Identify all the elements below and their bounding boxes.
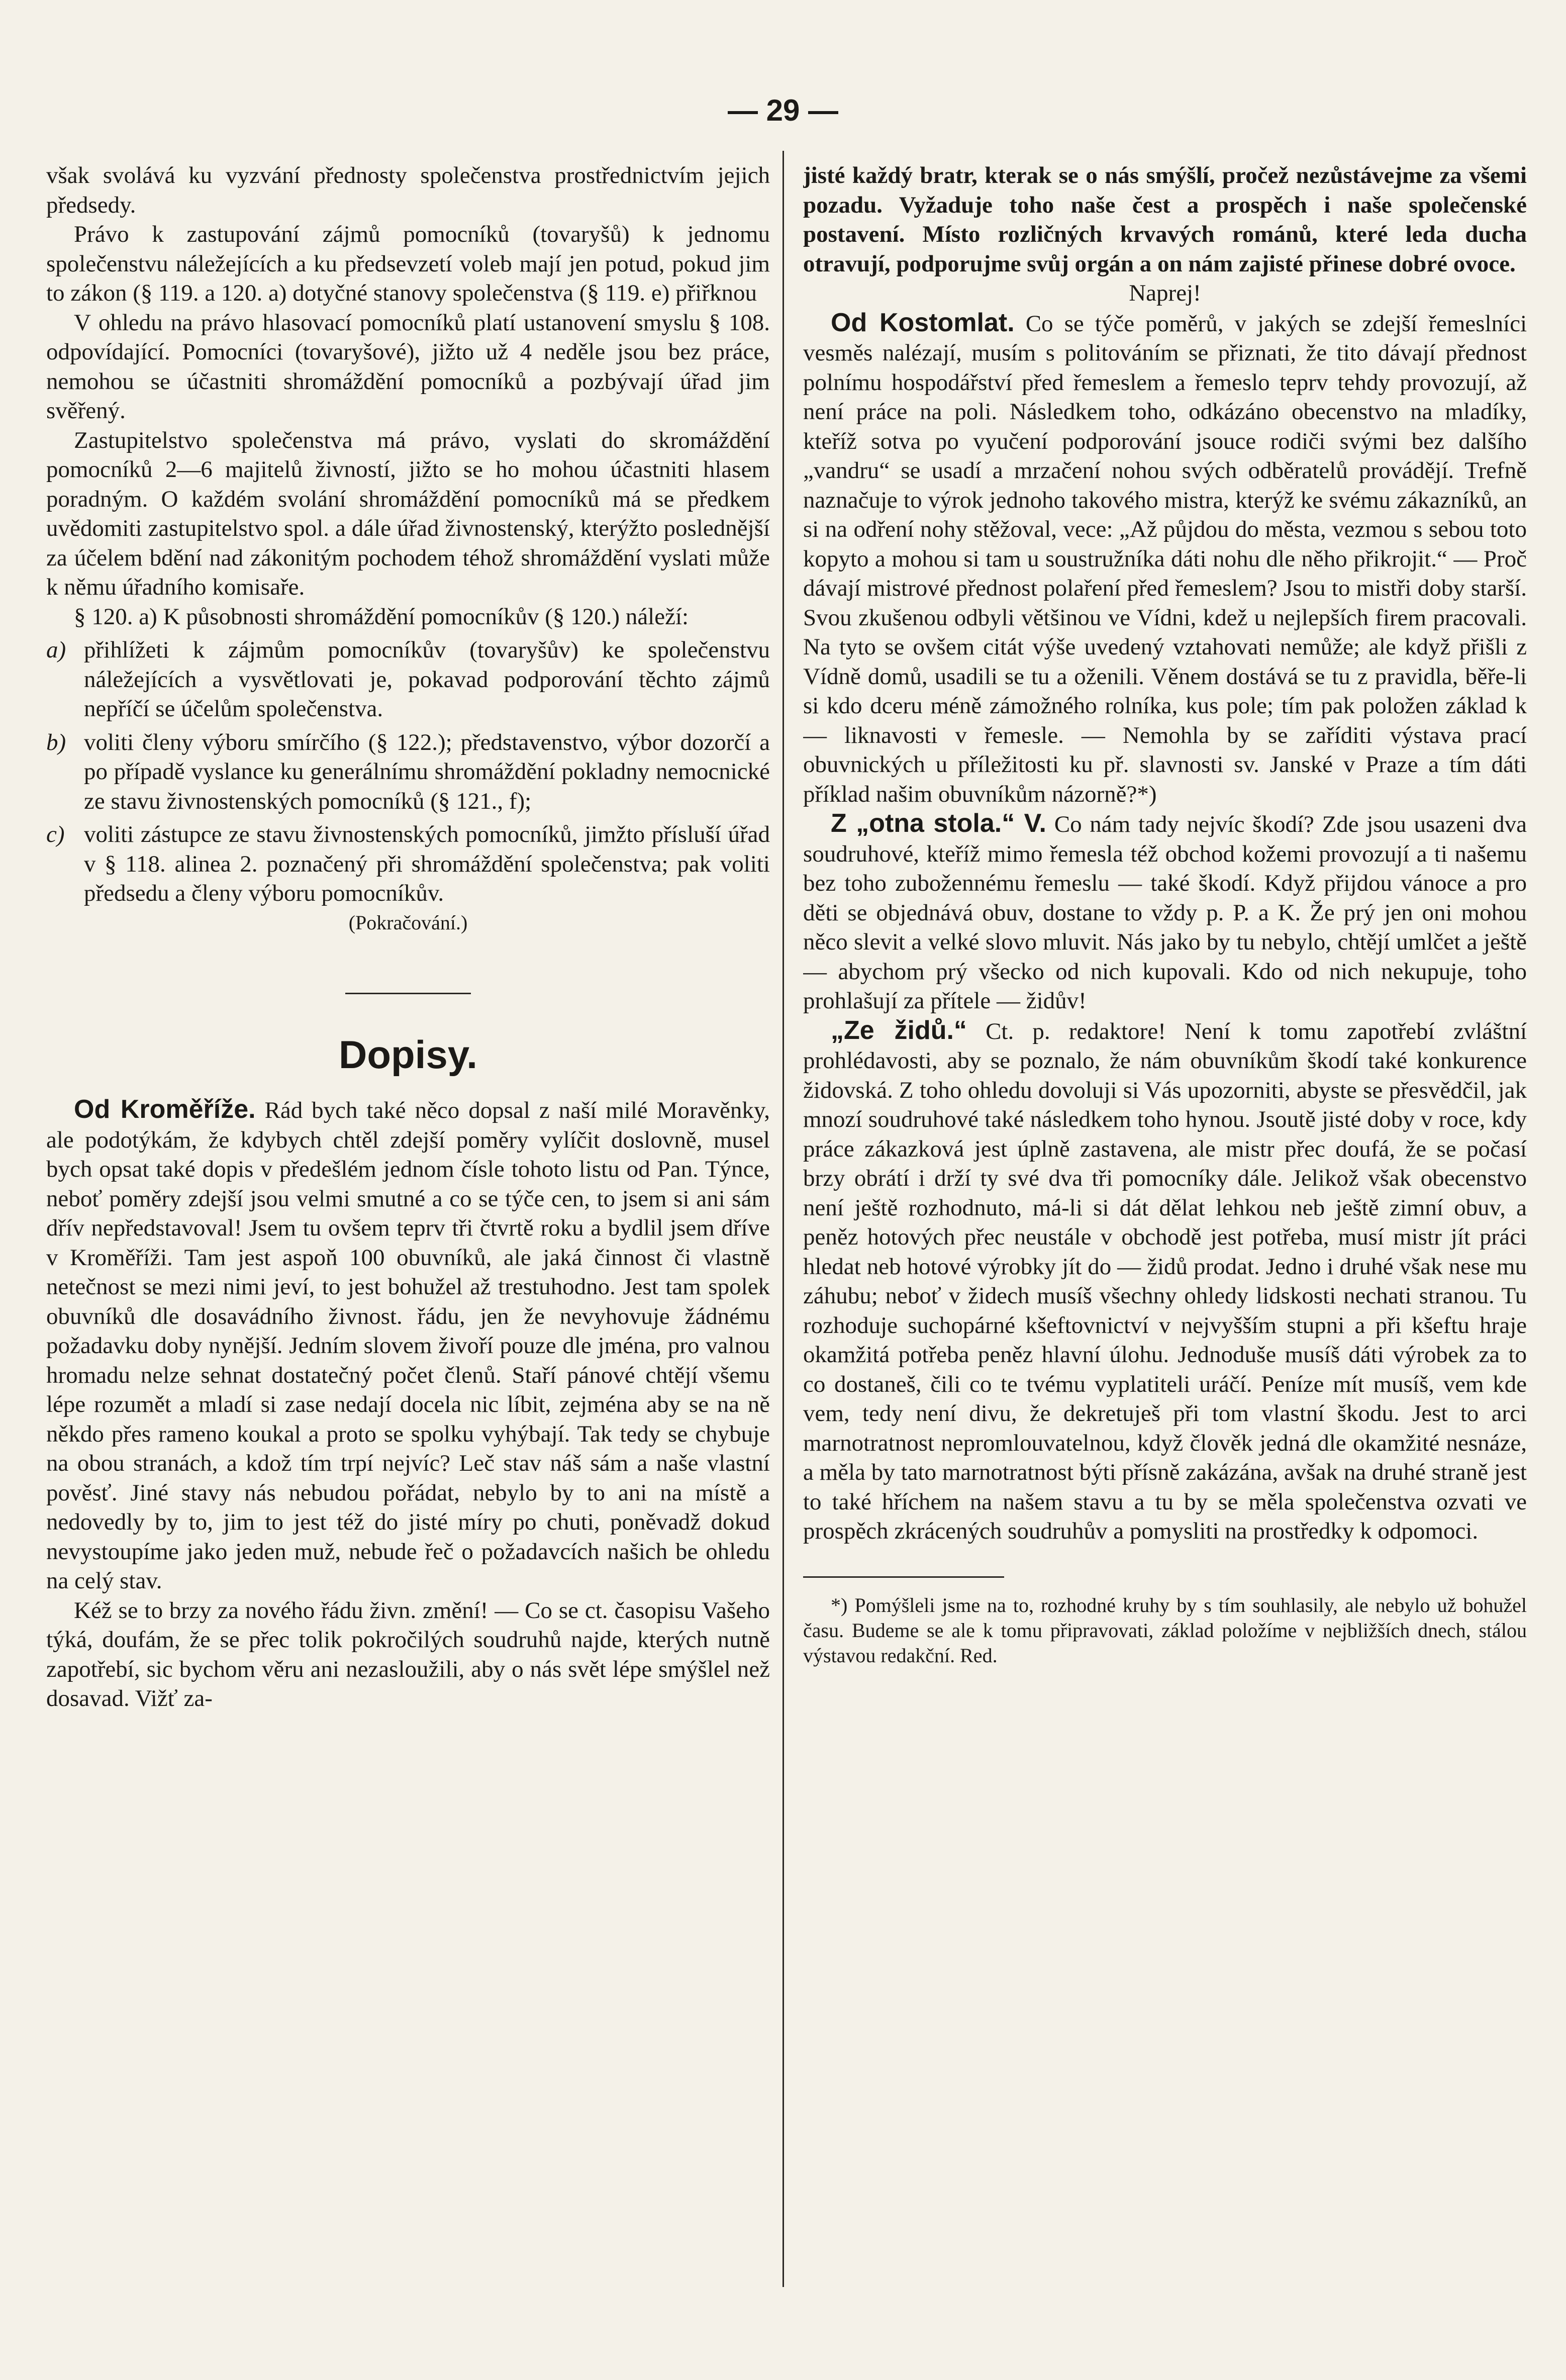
letter-place: Od Kroměříže. — [74, 1095, 256, 1124]
letter-text: Ct. p. redaktore! Není k tomu zapotřebí zvláštní prohlédavosti, aby se poznalo, že nám obuvníkům škodí také konkurence židovská. Z toho ohledu dovoluji si Vás upozorniti, abyste se přesvědčil, jak mnozí soudruhové také následkem toho hynou. Jsoutě jisté doby v roce, kdy práce zákazková jest úplně zastavena, ale mistr přec doufá, že se počasí brzy obrátí i drží ty své dva tři pomocníky dále. Jelikož však obecenstvo není ještě rozhodnuto, má-li si dát dělat lehkou neb ještě zimní obuv, a peněz hotových přec neustále v obchodě jest potřeba, musí mistr jít práci hledat neb hotové výrobky jít do — židů prodat. Jedno i druhé však nese mu záhubu; neboť v židech musíš všechny ohledy lidskosti nechati stranou. Tu rozhoduje suchopárné kšeftovnictví v nejvyšším stupni a při kšeftu hraje okamžitá potřeba peněz hlavní úlohu. Jednoduše musíš dáti výrobek za to co dostaneš, čili co te tvému vyplatiteli uráčí. Peníze mít musíš, vem kde vem, tedy není divu, že dekretuješ při tom vlastní škodu. Jest to arci marnotratnost nepromlouvatelnou, když člověk jedná dle okamžité nesnáze, a měla by tato marnotratnost býti přísně zakázána, avšak na druhé straně jest to také hříchem na našem stavu a tu by se měla společenstva ozvati ve prospěch zkrácených soudruhův a pomysliti na prostředky k odpomoci. — [803, 1018, 1527, 1544]
letter-place: Od Kostomlat. — [831, 308, 1015, 337]
footnote: *) Pomýšleli jsme na to, rozhodné kruhy by s tím souhlasily, ale nebylo už bohužel času. Budeme se ale k tomu připravovati, základ položíme v nejbližších dnech, stálou výstavou redakční. Red. — [803, 1593, 1527, 1667]
letter-kostomlat — [803, 308, 1527, 809]
paragraph: Kéž se to brzy za nového řádu živn. změní! — Co se ct. časopisu Vašeho týká, doufám, že se přec tolik pokročilých soudruhů najde, kterých nutně zapotřebí, sic bychom věru ani nezasloužili, aby o nás svět lépe smýšlel než dosavad. Vižť za- — [46, 1597, 770, 1711]
letter-ze-zidu — [803, 1016, 1527, 1546]
signoff: Naprej! — [1129, 280, 1201, 306]
paragraph: Zastupitelstvo společenstva má právo, vyslati do skromáždění pomocníků 2—6 majitelů živností, jižto se ho mohou účastniti hlasem poradným. O každém svolání shromáždění pomocníků má se předkem uvědomiti zastupitelstvo spol. a dále úřad živnostenský, kterýžto poslednější za účelem bdění nad zákonitým pochodem téhož shromáždění vyslati může k němu úřadního komisaře. — [46, 427, 770, 600]
right-column — [803, 161, 1527, 2292]
letter-otna-stola — [803, 809, 1527, 1016]
letter-text: Co nám tady nejvíc škodí? Zde jsou usazeni dva soudruhové, kteříž mimo řemesla též obchod kožemi provozují a ti našemu bez toho zubožennému řemeslu — také škodí. Když přijdou vánoce a pro děti se objednává obuv, dostane to vždy p. P. a K. Že prý jen oni mohou něco slevit a velké slovo mluvit. Nás jako by tu nebylo, chtějí umlčet a ještě — abychom prý všecko od nich kupovali. Kdo od nich nekupuje, toho prohlašují za přítele — židův! — [803, 811, 1527, 1014]
left-column — [46, 161, 770, 2292]
section-separator — [345, 993, 471, 994]
list-text: voliti zástupce ze stavu živnostenských pomocníků, jimžto přísluší úřad v § 118. alinea 2. poznačený při shromáždění společenstva; pak voliti předsedu a členy výboru pomocníkův. — [84, 821, 770, 906]
list-marker: a) — [46, 637, 66, 663]
section-heading: Dopisy. — [339, 1032, 477, 1077]
letter-place: „Ze židů.“ — [831, 1015, 967, 1045]
letter-text: Rád bych také něco dopsal z naší milé Moravěnky, ale podotýkám, že kdybych chtěl zdejší poměry vylíčit doslovně, musel bych opsat také dopis v předešlém jednom čísle tohoto listu od Pan. Týnce, neboť poměry zdejší jsou velmi smutné a co se týče cen, to jsem si ani sám dřív nepředstavoval! Jsem tu ovšem teprv tři čtvrtě roku a bydlil jsem dříve v Kroměříži. Tam jest aspoň 100 obuvníků, ale jaká činnost či vlastně netečnost se mezi nimi jeví, to jest bohužel až trestuhodno. Jest tam spolek obuvníků dle dosavádního živnost. řádu, jen že nevyhovuje žádnému požadavku doby nynější. Jedním slovem živoří pouze dle jména, pro valnou hromadu nelze sehnat dostatečný počet členů. Staří pánové chtějí všemu lépe rozumět a mladí si zase nedají docela nic líbit, zejména aby se na ně někdo přes rameno koukal a proto se spolku vyhýbají. Tak tedy se chybuje na obou stranách, a kdož tím trpí nejvíc? Leč stav náš sám a naše vlastní pověsť. Jiné stavy nás nebudou pořádat, nebylo by to ani na místě a nedovedly by to, jim to jest též do jisté míry po chuti, poněvadž dokud nevystoupíme jako jeden muž, nebude řeč o požadavcích našich be ohledu na celý stav. — [46, 1097, 770, 1594]
footnote-separator — [803, 1576, 1004, 1578]
paragraph: V ohledu na právo hlasovací pomocníků platí ustanovení smyslu § 108. odpovídající. Pomocníci (tovaryšové), jižto už 4 neděle jsou bez práce, nemohou se účastniti shromáždění pomocníků a pozbývají úřad jim svěřený. — [46, 309, 770, 424]
list-item — [46, 728, 770, 816]
continuation-note: (Pokračování.) — [348, 911, 468, 934]
paragraph: však svolává ku vyzvání přednosty společenstva prostřednictvím jejich předsedy. — [46, 162, 770, 218]
list-marker: b) — [46, 729, 66, 755]
paragraph: § 120. a) K působnosti shromáždění pomocníkův (§ 120.) náleží: — [74, 603, 689, 630]
paragraph: jisté každý bratr, kterak se o nás smýšlí, pročež nezůstávejme za všemi pozadu. Vyžaduje toho naše čest a prospěch i naše společenské postavení. Místo rozličných krvavých románů, které leda ducha otravují, podporujme svůj orgán a on nám zajisté přinese dobré ovoce. — [803, 162, 1527, 277]
list-item — [46, 635, 770, 724]
list-marker: c) — [46, 821, 65, 847]
letter-place: Z „otna stola.“ V. — [831, 809, 1046, 838]
paragraph: Právo k zastupování zájmů pomocníků (tovaryšů) k jednomu společenstvu náležejících a ku předsevzetí voleb mají jen potud, pokud jim to zákon (§ 119. a 120. a) dotyčné stanovy společenstva (§ 119. e) přiřknou — [46, 221, 770, 306]
letter-kromeriz — [46, 1095, 770, 1596]
column-divider — [782, 151, 784, 2287]
page-number: — 29 — — [727, 93, 839, 127]
list-text: voliti členy výboru smírčího (§ 122.); představenstvo, výbor dozorčí a po případě vyslance ku generálnímu shromáždění pokladny nemocnické ze stavu živnostenských pomocníků (§ 121., f); — [84, 729, 770, 814]
list-item — [46, 820, 770, 908]
letter-text: Co se týče poměrů, v jakých se zdejší řemeslníci vesměs nalézají, musím s politováním se přiznati, že tito dávají přednost polnímu hospodářství před řemeslem a řemeslo teprv tehdy provozují, až není práce na poli. Následkem toho, odkázáno obecenstvo na mladíky, kteříž sotva po vyučení podporování jsouce rodiči svými bez dalšího „vandru“ se usadí a mrzačení nohou svých odběratelů provádějí. Trefně naznačuje to výrok jednoho takového mistra, kterýž ke svému zákazníků, an si na odření nohy stěžoval, vece: „Až půjdou do města, vezmou s sebou toto kopyto a mohou si tam u soustružníka dáti nohu dle něho přikrojit.“ — Proč dávají mistrové přednost polaření před řemeslem? Jsou to mistři doby starší. Svou zkušenou odbyli většinou ve Vídni, kdež u nejlepších firem pracovali. Na tyto se ovšem citát výše uvedený vztahovati nemůže; ale když přišli z Vídně domů, usadili se tu a oženili. Věnem dostává se tu z pravidla, běře-li si kdo dceru méně zámožného rolníka, kus pole; tím pak položen základ k — liknavosti v řemesle. — Nemohla by se zaříditi výstava prací obuvnických u příležitosti ku př. slavnosti sv. Janské v Praze a tím dáti příklad našim obuvníkům názorně?*) — [803, 310, 1527, 807]
list-text: přihlížeti k zájmům pomocníkův (tovaryšův) ke společenstvu náležejících a vysvětlovati je, pokavad podporování těchto zájmů nepříčí se účelům společenstva. — [84, 637, 770, 722]
